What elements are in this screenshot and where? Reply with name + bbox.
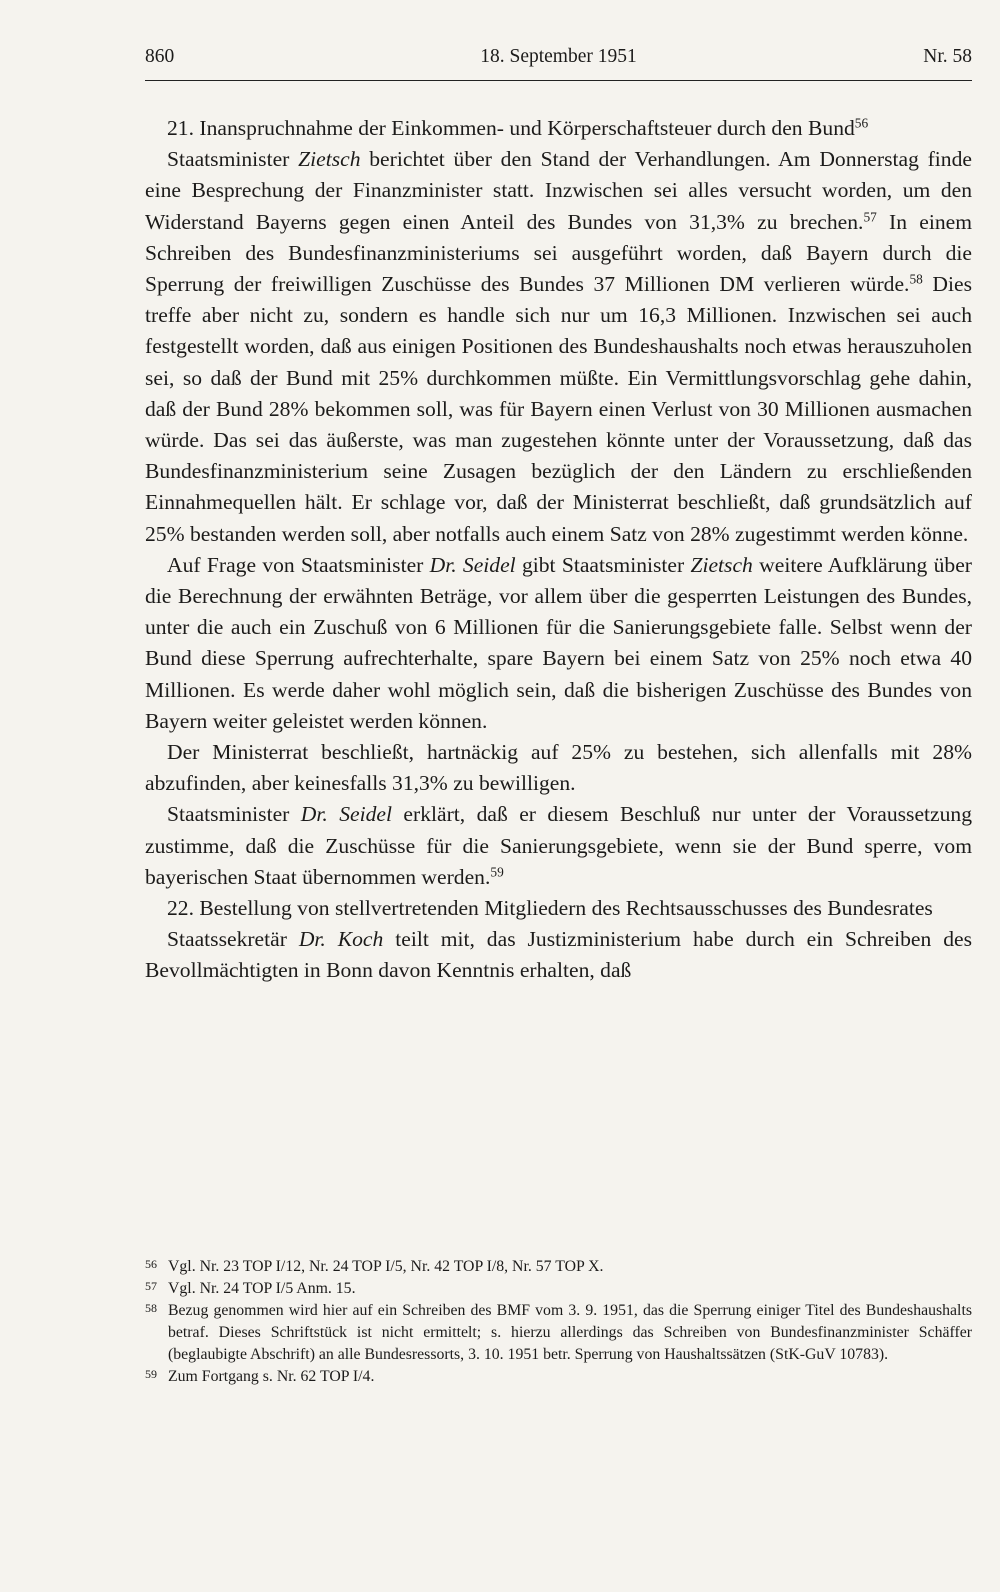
footnote-ref-57[interactable]: 57 (863, 209, 877, 225)
agenda-item-21-heading: 21. Inanspruchnahme der Einkommen- und Körperschaftsteuer durch den Bund$^{56}$ (167, 115, 869, 140)
footnotes (145, 1256, 972, 1388)
paragraph: Der Ministerrat beschließt, hartnäckig auf 25% zu bestehen, sich allenfalls mit 28% abzufinden, aber keinesfalls 31,3% zu bewilligen. (145, 740, 972, 796)
paragraph: Staatssekretär Dr. Koch teilt mit, das Justizministerium habe durch ein Schreiben des Bevollmächtigten in Bonn davon Kenntnis erhalten, daß (145, 927, 972, 983)
person-name: Zietsch (298, 147, 361, 172)
footnote (145, 1278, 972, 1300)
header-date: 18. September 1951 (480, 46, 637, 67)
footnote-text: Zum Fortgang s. Nr. 62 TOP I/4. (168, 1368, 375, 1385)
footnote-number: 59 (145, 1367, 157, 1381)
person-name: Dr. Seidel (429, 552, 516, 577)
paragraph: Staatsminister Dr. Seidel erklärt, daß er diesem Beschluß nur unter der Voraussetzung zustimme, daß die Zuschüsse für die Sanierungsgebiete, wenn sie der Bund sperre, vom bayerischen Staat übernommen werden.$^{59}$ (145, 802, 972, 889)
main-text (145, 113, 972, 987)
header-issue-number: Nr. 58 (923, 46, 972, 67)
paragraph: Auf Frage von Staatsminister Dr. Seidel gibt Staatsminister Zietsch weitere Aufklärung über die Berechnung der erwähnten Beträge, vor allem über die gesperrten Leistungen des Bundes, unter die auch ein Zuschuß von 6 Millionen für die Sanierungsgebiete falle. Selbst wenn der Bund diese Sperrung aufrechterhalte, spare Bayern bei einem Satz von 25% noch etwa 40 Millionen. Es werde daher wohl möglich sein, daß die bisherigen Zuschüsse des Bundes von Bayern weiter geleistet werden können. (145, 552, 972, 733)
person-name: Dr. Koch (298, 927, 384, 952)
footnote (145, 1300, 972, 1366)
footnote-ref-56[interactable]: 56 (854, 115, 869, 131)
footnote (145, 1366, 972, 1388)
footnote (145, 1256, 972, 1278)
footnote-ref-58[interactable]: 58 (909, 271, 923, 287)
footnote-ref-59[interactable]: 59 (490, 864, 504, 880)
running-header (145, 46, 972, 76)
footnote-text: Vgl. Nr. 24 TOP I/5 Anm. 15. (168, 1280, 356, 1297)
person-name: Zietsch (690, 552, 753, 577)
person-name: Dr. Seidel (300, 802, 392, 827)
footnote-number: 57 (145, 1279, 157, 1293)
page-number: 860 (145, 46, 175, 67)
paragraph: Staatsminister Zietsch berichtet über den Stand der Verhandlungen. Am Donnerstag finde eine Besprechung der Finanzminister statt. Inzwischen sei alles versucht worden, um den Widerstand Bayerns gegen einen Anteil des Bundes von 31,3% zu brechen.$^{57}$ In einem Schreiben des Bundesfinanzministeriums sei ausgeführt worden, daß Bayern durch die Sperrung der freiwilligen Zuschüsse des Bundes 37 Millionen DM verlieren würde.$^{58}$ Dies treffe aber nicht zu, sondern es handle sich nur um 16,3 Millionen. Inzwischen sei auch festgestellt worden, daß aus einigen Positionen des Bundeshaushalts noch etwas herauszuholen sei, so daß der Bund mit 25% durchkommen müßte. Ein Vermittlungsvorschlag gehe dahin, daß der Bund 28% bekommen soll, was für Bayern einen Verlust von 30 Millionen ausmachen würde. Das sei das äußerste, was man zugestehen könnte unter der Voraussetzung, daß das Bundesfinanzministerium seine Zusagen bezüglich der den Ländern zu erschließenden Einnahmequellen hält. Er schlage vor, daß der Ministerrat beschließt, daß grundsätzlich auf 25% bestanden werden soll, aber notfalls auch einem Satz von 28% zugestimmt werden könne. (145, 147, 972, 546)
header-rule (145, 80, 972, 81)
footnote-text: Vgl. Nr. 23 TOP I/12, Nr. 24 TOP I/5, Nr. 42 TOP I/8, Nr. 57 TOP X. (168, 1258, 604, 1275)
agenda-item-22-heading: 22. Bestellung von stellvertretenden Mitgliedern des Rechtsausschusses des Bundesrates (167, 896, 933, 921)
footnote-number: 56 (145, 1257, 157, 1271)
footnote-number: 58 (145, 1301, 157, 1315)
footnote-text: Bezug genommen wird hier auf ein Schreiben des BMF vom 3. 9. 1951, das die Sperrung einiger Titel des Bundeshaushalts betraf. Dieses Schriftstück ist nicht ermittelt; s. hierzu allerdings das Schreiben von Bundesfinanzminister Schäffer (beglaubigte Abschrift) an alle Bundesressorts, 3. 10. 1951 betr. Sperrung von Haushaltssätzen (StK-GuV 10783). (168, 1302, 972, 1363)
